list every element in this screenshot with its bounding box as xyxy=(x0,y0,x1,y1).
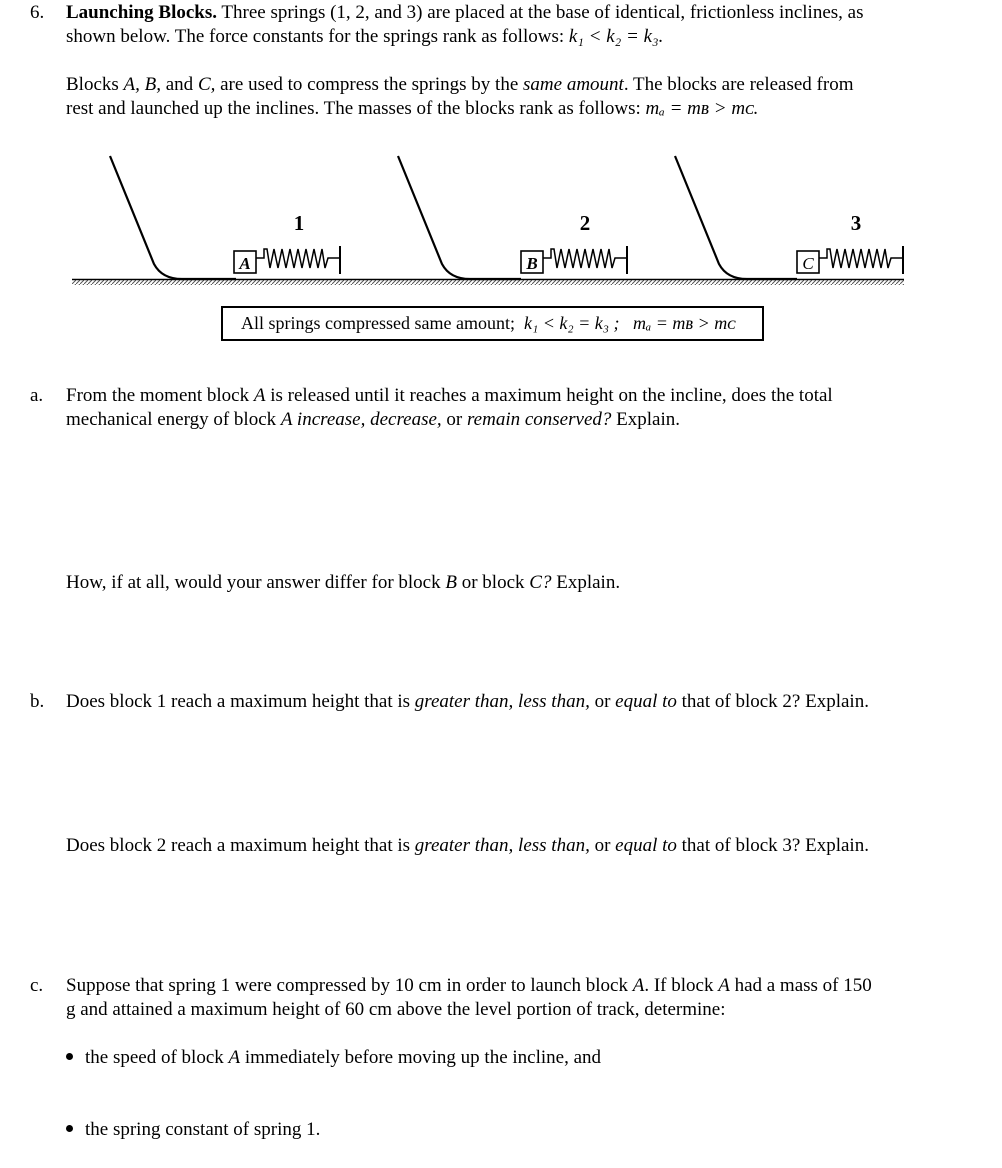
question-text: that of block 3? Explain. xyxy=(676,835,869,856)
problem-intro-line-1 xyxy=(66,1,863,25)
block-ref: C? xyxy=(529,572,552,593)
intro-text: Three springs (1, 2, and 3) are placed at the base of identical, frictionless inclines, as xyxy=(217,2,864,23)
question-text: or xyxy=(441,409,467,430)
spring-2-label: 2 xyxy=(579,211,591,235)
part-b-question-2 xyxy=(66,834,869,858)
bullet-text: the speed of block xyxy=(85,1047,229,1068)
problem-intro-line-4 xyxy=(66,97,758,121)
spring-2-coil xyxy=(543,249,627,268)
incline-3 xyxy=(675,156,797,279)
question-text: . If block xyxy=(644,975,719,996)
caption-k-ranking: k₁ < k₂ = k₃ ; xyxy=(523,313,620,333)
intro-text: and xyxy=(161,74,198,95)
part-a-question-line-1 xyxy=(66,384,833,408)
question-text: or xyxy=(589,835,616,856)
answer-options: increase, decrease, xyxy=(292,409,442,430)
problem-intro-line-2 xyxy=(66,25,663,49)
question-text: Does block 1 reach a maximum height that is xyxy=(66,691,415,712)
spring-assembly-3 xyxy=(797,211,903,274)
answer-options: greater than, less than, xyxy=(414,691,590,712)
answer-options: equal to xyxy=(615,691,677,712)
incline-2 xyxy=(398,156,521,279)
problem-number: 6. xyxy=(30,2,45,23)
block-ref: A xyxy=(632,975,645,996)
question-text: is released until it reaches a maximum height on the incline, does the total xyxy=(265,385,833,406)
m-ranking: mₐ = mʙ > mᴄ. xyxy=(645,98,759,119)
block-a-label: A xyxy=(239,254,251,273)
intro-text: rest and launched up the inclines. The masses of the blocks rank as follows: xyxy=(66,98,646,119)
bullet-icon xyxy=(66,1125,73,1132)
spring-assembly-2 xyxy=(521,211,627,274)
bullet-text: the spring constant of spring 1. xyxy=(85,1119,321,1140)
spring-3-coil xyxy=(819,249,903,268)
question-text: or block xyxy=(456,572,530,593)
intro-text: Blocks xyxy=(66,74,124,95)
bullet-icon xyxy=(66,1053,73,1060)
intro-text: shown below. The force constants for the springs rank as follows: xyxy=(66,26,569,47)
block-b-label: B xyxy=(526,254,538,273)
part-c-bullet-2 xyxy=(66,1118,320,1142)
figure-caption-box xyxy=(221,306,764,341)
part-b-marker: b. xyxy=(30,691,45,712)
answer-options: remain conserved? xyxy=(466,409,612,430)
part-a-question-2 xyxy=(66,571,620,595)
incline-1 xyxy=(110,156,236,279)
question-text: that of block 2? Explain. xyxy=(676,691,869,712)
part-a-marker: a. xyxy=(30,385,44,406)
intro-text: are used to compress the springs by the xyxy=(215,74,524,95)
problem-intro-line-3 xyxy=(66,73,854,97)
question-text: or xyxy=(589,691,616,712)
block-name-c: C, xyxy=(197,74,216,95)
bullet-text: immediately before moving up the incline, and xyxy=(240,1047,602,1068)
answer-options: equal to xyxy=(615,835,677,856)
question-text: Explain. xyxy=(551,572,621,593)
spring-1-label: 1 xyxy=(293,211,305,235)
question-text: How, if at all, would your answer differ for block xyxy=(66,572,446,593)
part-c-marker: c. xyxy=(30,975,44,996)
intro-text: . The blocks are released from xyxy=(623,74,854,95)
incline-figure xyxy=(0,140,1002,300)
spring-3-label: 3 xyxy=(850,211,862,235)
ground-hatching xyxy=(72,280,904,285)
part-c-line-1 xyxy=(66,974,872,998)
block-ref: A xyxy=(718,975,730,996)
question-text: had a mass of 150 xyxy=(729,975,872,996)
answer-options: greater than, less than, xyxy=(414,835,590,856)
caption-m-ranking: mₐ = mʙ > mᴄ xyxy=(633,313,736,333)
part-c-bullet-1 xyxy=(66,1046,601,1070)
block-ref: A xyxy=(228,1047,241,1068)
question-text: Does block 2 reach a maximum height that is xyxy=(66,835,415,856)
part-b-question-1 xyxy=(66,690,869,714)
block-names: A, B, xyxy=(123,74,161,95)
block-ref: A xyxy=(253,385,266,406)
block-ref: A xyxy=(280,409,293,430)
spring-assembly-1 xyxy=(234,211,340,274)
part-a-question-line-2 xyxy=(66,408,680,432)
part-c-line-2: g and attained a maximum height of 60 cm above the level portion of track, determine: xyxy=(66,999,726,1020)
same-amount-emphasis: same amount xyxy=(523,74,624,95)
problem-title: Launching Blocks. xyxy=(66,2,217,23)
block-c-label: C xyxy=(802,254,814,273)
block-ref: B xyxy=(445,572,457,593)
question-text: Suppose that spring 1 were compressed by 10 cm in order to launch block xyxy=(66,975,633,996)
question-text: mechanical energy of block xyxy=(66,409,281,430)
k-ranking: k₁ < k₂ = k₃. xyxy=(568,26,664,47)
caption-text: All springs compressed same amount; xyxy=(241,313,515,333)
spring-1-coil xyxy=(256,249,340,268)
question-text: Explain. xyxy=(611,409,680,430)
question-text: From the moment block xyxy=(66,385,254,406)
